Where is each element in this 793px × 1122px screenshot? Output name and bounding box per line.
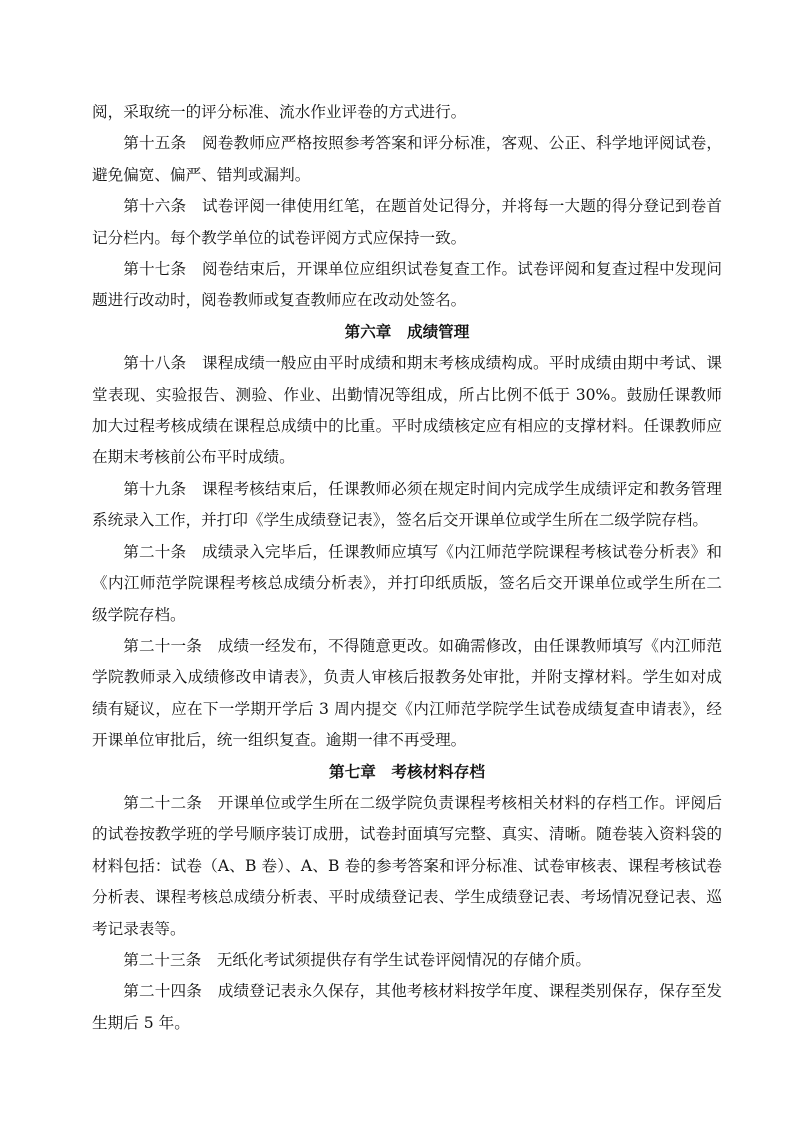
paragraph-continuation: 阅，采取统一的评分标准、流水作业评卷的方式进行。 (92, 103, 467, 121)
article-18: 第十八条 课程成绩一般应由平时成绩和期末考核成绩构成。平时成绩由期中考试、课堂表现、实验报告、测验、作业、出勤情况等组成，所占比例不低于 30%。鼓励任课教师加大过程考核成绩在课程总成绩中的比重。平时成绩核定应有相应的支撑材料。任课教师应在期末考核前公布平时成绩。 (92, 354, 722, 467)
chapter-7-heading: 第七章 考核材料存档 (329, 762, 485, 781)
chapter-6-heading: 第六章 成绩管理 (344, 322, 470, 341)
article-21: 第二十一条 成绩一经发布，不得随意更改。如确需修改，由任课教师填写《内江师范学院教师录入成绩修改申请表》，负责人审核后报教务处审批，并附支撑材料。学生如对成绩有疑议，应在下一学期开学后 3 周内提交《内江师范学院学生试卷成绩复查申请表》，经开课单位审批后，统一组织复查。逾期一律不再受理。 (92, 636, 722, 750)
article-16: 第十六条 试卷评阅一律使用红笔，在题首处记得分，并将每一大题的得分登记到卷首记分栏内。每个教学单位的试卷评阅方式应保持一致。 (92, 197, 722, 247)
article-23: 第二十三条 无纸化考试须提供存有学生试卷评阅情况的存储介质。 (123, 950, 592, 969)
article-15: 第十五条 阅卷教师应严格按照参考答案和评分标准，客观、公正、科学地评阅试卷，避免偏宽、偏严、错判或漏判。 (92, 134, 722, 184)
article-22: 第二十二条 开课单位或学生所在二级学院负责课程考核相关材料的存档工作。评阅后的试卷按教学班的学号顺序装订成册，试卷封面填写完整、真实、清晰。随卷装入资料袋的材料包括：试卷（A、B 卷）、A、B 卷的参考答案和评分标准、试卷审核表、课程考核试卷分析表、课程考核总成绩分析表、平时成绩登记表、学生成绩登记表、考场情况登记表、巡考记录表等。 (92, 793, 722, 938)
article-19: 第十九条 课程考核结束后，任课教师必须在规定时间内完成学生成绩评定和教务管理系统录入工作，并打印《学生成绩登记表》，签名后交开课单位或学生所在二级学院存档。 (92, 479, 722, 530)
article-20: 第二十条 成绩录入完毕后，任课教师应填写《内江师范学院课程考核试卷分析表》和《内江师范学院课程考核总成绩分析表》，并打印纸质版，签名后交开课单位或学生所在二级学院存档。 (92, 542, 722, 624)
article-24: 第二十四条 成绩登记表永久保存，其他考核材料按学年度、课程类别保存，保存至发生期后 5 年。 (92, 982, 722, 1032)
article-17: 第十七条 阅卷结束后，开课单位应组织试卷复查工作。试卷评阅和复查过程中发现问题进行改动时，阅卷教师或复查教师应在改动处签名。 (92, 260, 722, 310)
document-page (92, 97, 722, 1039)
